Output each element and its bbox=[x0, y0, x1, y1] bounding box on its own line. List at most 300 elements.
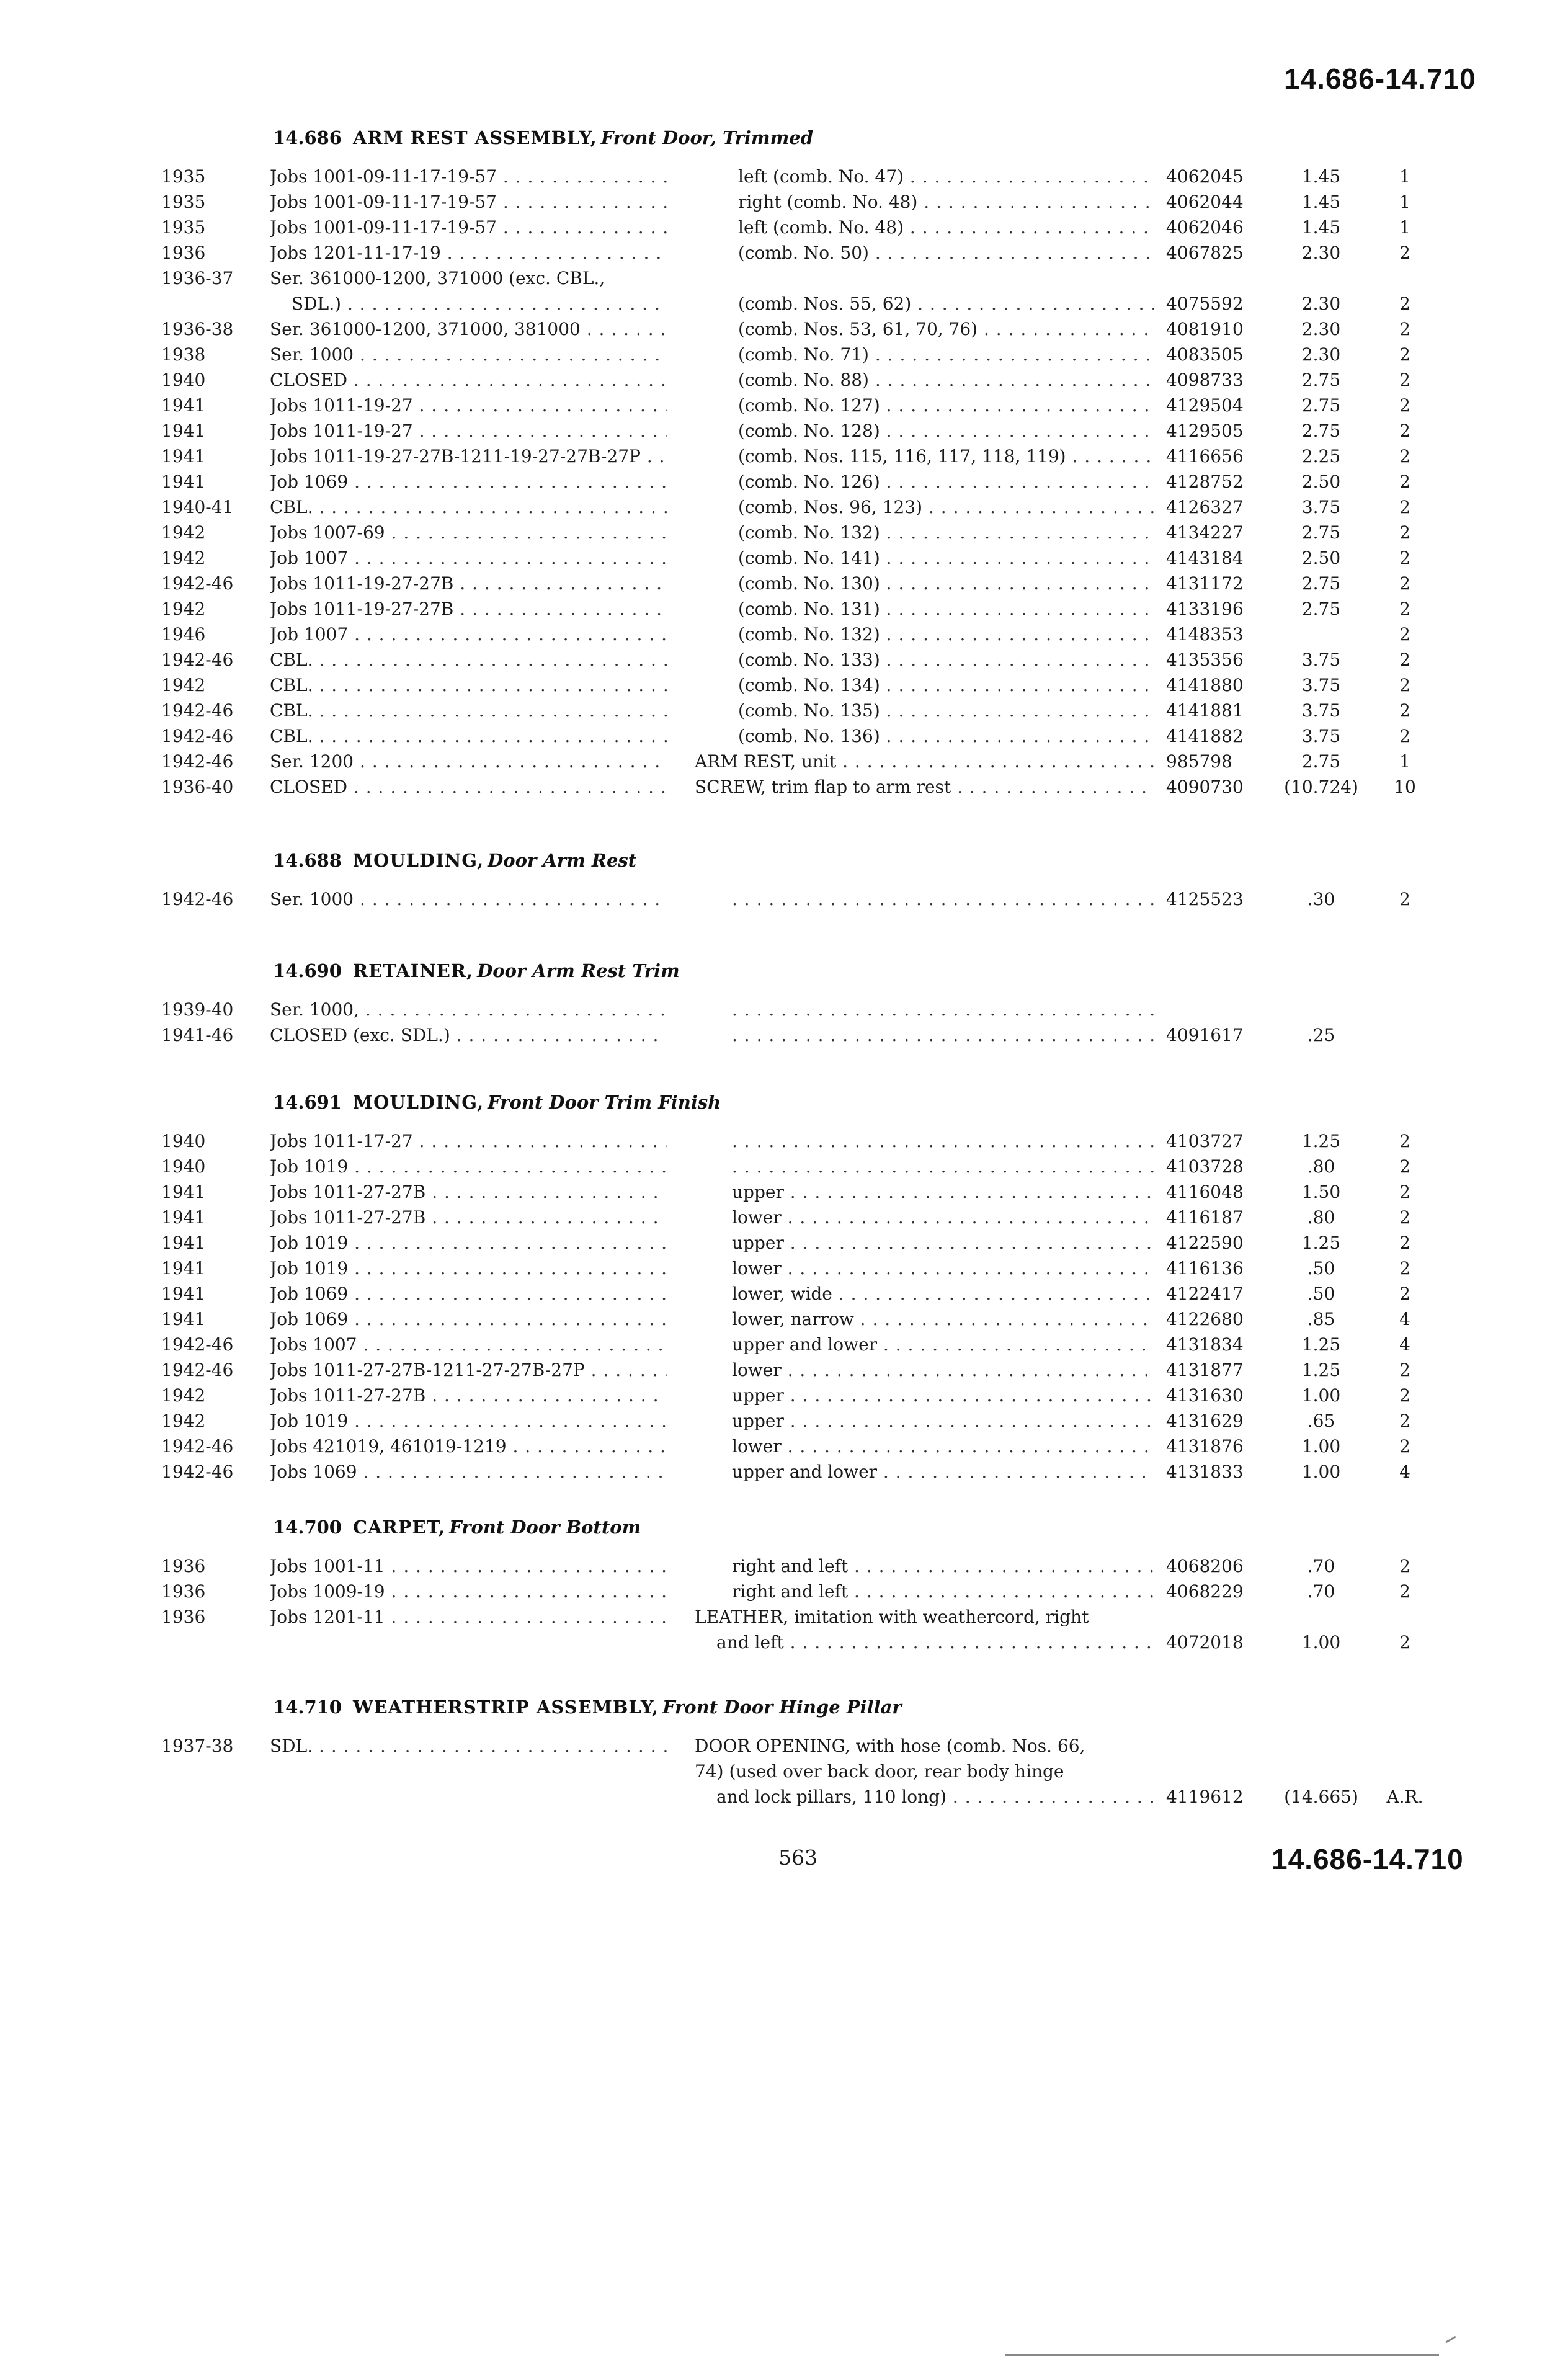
parts-row-desc: (comb. No. 130) . . . bbox=[738, 571, 1154, 596]
parts-row-part: 4083505 bbox=[1166, 344, 1244, 365]
parts-row-qty: 2 bbox=[1399, 624, 1410, 645]
parts-row-year: 1942 bbox=[161, 599, 206, 619]
parts-row-year: 1941 bbox=[161, 471, 206, 492]
parts-row-desc: upper . . . bbox=[732, 1409, 1154, 1434]
table-row bbox=[0, 1231, 1568, 1256]
parts-row-year: 1941 bbox=[161, 395, 206, 416]
parts-row-year: 1937-38 bbox=[161, 1736, 234, 1756]
parts-row-part: 4131629 bbox=[1166, 1411, 1244, 1431]
parts-row-price: .65 bbox=[1307, 1411, 1335, 1431]
parts-row-part: 4062044 bbox=[1166, 192, 1244, 212]
parts-row-qty: 2 bbox=[1399, 1207, 1410, 1228]
table-row bbox=[0, 597, 1568, 622]
parts-row-part: 4143184 bbox=[1166, 548, 1244, 568]
parts-row-price: 3.75 bbox=[1301, 726, 1341, 746]
table-row bbox=[0, 1307, 1568, 1332]
table-row bbox=[0, 292, 1568, 316]
parts-row-qty: 2 bbox=[1399, 497, 1410, 517]
parts-row-app: Job 1007 . . . bbox=[270, 546, 667, 571]
table-row bbox=[0, 1605, 1568, 1630]
parts-row-year: 1942-46 bbox=[161, 889, 234, 909]
parts-row-part: 4068206 bbox=[1166, 1556, 1244, 1576]
parts-row-qty: 2 bbox=[1399, 421, 1410, 441]
parts-row-year: 1942-46 bbox=[161, 1360, 234, 1380]
table-row bbox=[0, 470, 1568, 494]
parts-row-part: 4116187 bbox=[1166, 1207, 1244, 1228]
parts-row-app: Jobs 1001-09-11-17-19-57 . . . bbox=[270, 164, 667, 189]
parts-row-price: 2.75 bbox=[1301, 599, 1341, 619]
table-row bbox=[0, 698, 1568, 723]
parts-row-qty: 2 bbox=[1399, 1360, 1410, 1380]
parts-row-price: .50 bbox=[1307, 1283, 1335, 1304]
table-row bbox=[0, 622, 1568, 647]
parts-row-app: Job 1019 . . . bbox=[270, 1256, 667, 1281]
table-row bbox=[0, 241, 1568, 265]
section-title-qual: Front Door Bottom bbox=[449, 1517, 641, 1538]
table-row bbox=[0, 887, 1568, 912]
parts-row-qty: 1 bbox=[1399, 751, 1410, 772]
parts-row-price: (14.665) bbox=[1284, 1787, 1358, 1807]
table-row bbox=[0, 1434, 1568, 1459]
parts-row-year: 1940 bbox=[161, 1131, 206, 1151]
table-row bbox=[0, 775, 1568, 800]
parts-row-price: 2.75 bbox=[1301, 370, 1341, 390]
parts-row-part: 4141882 bbox=[1166, 726, 1244, 746]
parts-row-qty: 2 bbox=[1399, 1258, 1410, 1278]
section-title-qual: Door Arm Rest Trim bbox=[477, 960, 680, 981]
parts-row-qty: 2 bbox=[1399, 700, 1410, 721]
parts-row-year: 1942-46 bbox=[161, 726, 234, 746]
parts-row-desc: upper . . . bbox=[732, 1180, 1154, 1205]
section-title-num: 14.688 bbox=[273, 850, 342, 871]
parts-row-year: 1941 bbox=[161, 1207, 206, 1228]
parts-row-desc: upper . . . bbox=[732, 1383, 1154, 1408]
table-row bbox=[0, 164, 1568, 189]
parts-row-qty: 10 bbox=[1394, 777, 1416, 797]
parts-row-year: 1942-46 bbox=[161, 649, 234, 670]
parts-row-part: 4116136 bbox=[1166, 1258, 1244, 1278]
table-row bbox=[0, 1129, 1568, 1154]
parts-row-app: Jobs 1011-27-27B . . . bbox=[270, 1383, 667, 1408]
parts-row-year: 1936 bbox=[161, 1581, 206, 1602]
parts-row-qty: 1 bbox=[1399, 217, 1410, 238]
parts-row-price: 1.45 bbox=[1301, 192, 1341, 212]
parts-row-part: 4141880 bbox=[1166, 675, 1244, 695]
section-title bbox=[273, 1697, 902, 1718]
parts-row-app: Jobs 1069 . . . bbox=[270, 1460, 667, 1484]
parts-row-year: 1942-46 bbox=[161, 751, 234, 772]
parts-row-part: 4129505 bbox=[1166, 421, 1244, 441]
parts-row-qty: 2 bbox=[1399, 1581, 1410, 1602]
parts-row-part: 4126327 bbox=[1166, 497, 1244, 517]
parts-row-app: Ser. 361000-1200, 371000 (exc. CBL., bbox=[270, 268, 605, 288]
parts-row-price: 3.75 bbox=[1301, 649, 1341, 670]
table-row bbox=[0, 1734, 1568, 1759]
table-row bbox=[0, 1785, 1568, 1809]
parts-row-app: Job 1007 . . . bbox=[270, 622, 667, 647]
table-row bbox=[0, 266, 1568, 291]
scan-artifact-tick bbox=[1445, 2336, 1456, 2344]
parts-row-desc: upper . . . bbox=[732, 1231, 1154, 1256]
parts-row-qty: 2 bbox=[1399, 522, 1410, 543]
parts-row-desc: right and left . . . bbox=[732, 1554, 1154, 1579]
parts-row-price: 1.25 bbox=[1301, 1360, 1341, 1380]
parts-row-part: 4131834 bbox=[1166, 1334, 1244, 1355]
table-row bbox=[0, 342, 1568, 367]
parts-row-qty: 2 bbox=[1399, 599, 1410, 619]
parts-row-price: 2.30 bbox=[1301, 319, 1341, 339]
parts-row-year: 1940 bbox=[161, 370, 206, 390]
parts-row-desc: (comb. No. 133) . . . bbox=[738, 648, 1154, 672]
parts-row-price: 2.75 bbox=[1301, 573, 1341, 594]
parts-row-price: 2.30 bbox=[1301, 293, 1341, 314]
table-row bbox=[0, 997, 1568, 1022]
section-title-num: 14.691 bbox=[273, 1092, 342, 1113]
parts-row-year: 1936 bbox=[161, 1556, 206, 1576]
table-row bbox=[0, 749, 1568, 774]
table-row bbox=[0, 1579, 1568, 1604]
parts-row-price: 3.75 bbox=[1301, 497, 1341, 517]
parts-row-app: Jobs 1001-09-11-17-19-57 . . . bbox=[270, 190, 667, 215]
section-title-qual: Front Door Trim Finish bbox=[488, 1092, 721, 1113]
table-row bbox=[0, 1630, 1568, 1655]
parts-row-year: 1935 bbox=[161, 217, 206, 238]
parts-row-desc: (comb. No. 128) . . . bbox=[738, 419, 1154, 444]
parts-row-part: 4103727 bbox=[1166, 1131, 1244, 1151]
table-row bbox=[0, 215, 1568, 240]
parts-row-desc: lower . . . bbox=[732, 1205, 1154, 1230]
parts-row-part: 4067825 bbox=[1166, 243, 1244, 263]
parts-row-year: 1935 bbox=[161, 192, 206, 212]
parts-row-desc: (comb. No. 88) . . . bbox=[738, 368, 1154, 393]
parts-row-part: 4131172 bbox=[1166, 573, 1244, 594]
page-number: 563 bbox=[778, 1845, 817, 1870]
parts-row-app: Jobs 1011-19-27-27B . . . bbox=[270, 597, 667, 622]
parts-row-price: 1.00 bbox=[1301, 1385, 1341, 1406]
parts-row-desc: LEATHER, imitation with weathercord, right bbox=[695, 1607, 1089, 1627]
parts-row-desc: and left . . . bbox=[716, 1630, 1154, 1655]
parts-row-price: 3.75 bbox=[1301, 700, 1341, 721]
parts-row-desc: upper and lower . . . bbox=[732, 1460, 1154, 1484]
parts-row-qty: A.R. bbox=[1386, 1787, 1423, 1807]
parts-row-desc: 74) (used over back door, rear body hinge bbox=[695, 1761, 1064, 1782]
parts-row-part: 4131877 bbox=[1166, 1360, 1244, 1380]
section-title bbox=[273, 960, 680, 981]
section-title bbox=[273, 127, 813, 148]
parts-row-price: 2.50 bbox=[1301, 548, 1341, 568]
parts-row-app: Job 1069 . . . bbox=[270, 1307, 667, 1332]
parts-row-year: 1942-46 bbox=[161, 1334, 234, 1355]
section-title-qual: Door Arm Rest bbox=[488, 850, 637, 871]
parts-row-part: 4122680 bbox=[1166, 1309, 1244, 1329]
parts-row-year: 1942 bbox=[161, 1411, 206, 1431]
parts-row-app: Jobs 1007-69 . . . bbox=[270, 520, 667, 545]
parts-row-app: Jobs 421019, 461019-1219 . . . bbox=[270, 1434, 667, 1459]
parts-row-year: 1941 bbox=[161, 1233, 206, 1253]
parts-row-qty: 2 bbox=[1399, 726, 1410, 746]
parts-row-app: Jobs 1011-19-27-27B . . . bbox=[270, 571, 667, 596]
parts-row-part: 4062046 bbox=[1166, 217, 1244, 238]
parts-row-desc: lower, wide . . . bbox=[732, 1282, 1154, 1306]
parts-row-desc: SCREW, trim flap to arm rest . . . bbox=[695, 775, 1154, 800]
parts-row-app: CLOSED . . . bbox=[270, 368, 667, 393]
parts-row-qty: 2 bbox=[1399, 889, 1410, 909]
parts-row-desc: (comb. No. 131) . . . bbox=[738, 597, 1154, 622]
parts-row-app: Jobs 1001-09-11-17-19-57 . . . bbox=[270, 215, 667, 240]
table-row bbox=[0, 317, 1568, 342]
parts-row-desc: upper and lower . . . bbox=[732, 1332, 1154, 1357]
table-row bbox=[0, 1282, 1568, 1306]
section-title-num: 14.700 bbox=[273, 1517, 342, 1538]
parts-row-desc: right (comb. No. 48) . . . bbox=[738, 190, 1154, 215]
parts-row-price: 2.75 bbox=[1301, 395, 1341, 416]
parts-row-price: 1.00 bbox=[1301, 1632, 1341, 1653]
parts-row-qty: 2 bbox=[1399, 1283, 1410, 1304]
section-title-name: ARM REST ASSEMBLY, bbox=[353, 127, 597, 148]
parts-row-part: 4091617 bbox=[1166, 1025, 1244, 1045]
parts-row-qty: 2 bbox=[1399, 548, 1410, 568]
parts-row-qty: 2 bbox=[1399, 573, 1410, 594]
parts-row-part: 4119612 bbox=[1166, 1787, 1244, 1807]
parts-row-year: 1942-46 bbox=[161, 573, 234, 594]
parts-row-price: 1.45 bbox=[1301, 166, 1341, 187]
parts-row-app: Jobs 1011-27-27B . . . bbox=[270, 1205, 667, 1230]
parts-row-qty: 2 bbox=[1399, 370, 1410, 390]
parts-row-year: 1941 bbox=[161, 1182, 206, 1202]
section-title-name: CARPET, bbox=[353, 1517, 446, 1538]
table-row bbox=[0, 1332, 1568, 1357]
parts-row-qty: 2 bbox=[1399, 319, 1410, 339]
parts-row-app: SDL.) . . . bbox=[292, 292, 667, 316]
parts-row-price: 2.75 bbox=[1301, 751, 1341, 772]
parts-row-desc: and lock pillars, 110 long) . . . bbox=[716, 1785, 1154, 1809]
parts-row-price: 1.45 bbox=[1301, 217, 1341, 238]
parts-row-app: Ser. 1000 . . . bbox=[270, 342, 667, 367]
parts-row-price: (10.724) bbox=[1284, 777, 1358, 797]
parts-row-price: 1.25 bbox=[1301, 1131, 1341, 1151]
parts-row-part: 4134227 bbox=[1166, 522, 1244, 543]
parts-row-price: .70 bbox=[1307, 1581, 1335, 1602]
parts-row-part: 4128752 bbox=[1166, 471, 1244, 492]
parts-row-app: Ser. 1200 . . . bbox=[270, 749, 667, 774]
parts-row-part: 4075592 bbox=[1166, 293, 1244, 314]
parts-row-app: Jobs 1011-27-27B . . . bbox=[270, 1180, 667, 1205]
table-row bbox=[0, 1759, 1568, 1784]
table-row bbox=[0, 1154, 1568, 1179]
parts-row-part: 4072018 bbox=[1166, 1632, 1244, 1653]
parts-row-qty: 2 bbox=[1399, 1556, 1410, 1576]
parts-row-qty: 2 bbox=[1399, 649, 1410, 670]
parts-row-qty: 4 bbox=[1399, 1309, 1410, 1329]
parts-row-desc: (comb. No. 134) . . . bbox=[738, 673, 1154, 698]
parts-row-qty: 1 bbox=[1399, 192, 1410, 212]
parts-row-part: 985798 bbox=[1166, 751, 1232, 772]
parts-row-price: .50 bbox=[1307, 1258, 1335, 1278]
parts-row-price: 1.50 bbox=[1301, 1182, 1341, 1202]
parts-row-qty: 2 bbox=[1399, 344, 1410, 365]
parts-row-app: Job 1019 . . . bbox=[270, 1154, 667, 1179]
parts-row-qty: 2 bbox=[1399, 293, 1410, 314]
page-code-bottom: 14.686-14.710 bbox=[1272, 1843, 1464, 1875]
parts-row-desc: lower . . . bbox=[732, 1256, 1154, 1281]
parts-row-year: 1935 bbox=[161, 166, 206, 187]
parts-row-price: 1.00 bbox=[1301, 1436, 1341, 1457]
parts-row-price: .85 bbox=[1307, 1309, 1335, 1329]
parts-row-year: 1941 bbox=[161, 421, 206, 441]
parts-row-part: 4131876 bbox=[1166, 1436, 1244, 1457]
parts-row-part: 4062045 bbox=[1166, 166, 1244, 187]
parts-row-app: Ser. 1000 . . . bbox=[270, 887, 667, 912]
parts-row-desc: (comb. No. 136) . . . bbox=[738, 724, 1154, 749]
parts-row-year: 1941 bbox=[161, 1283, 206, 1304]
table-row bbox=[0, 1256, 1568, 1281]
parts-row-part: 4068229 bbox=[1166, 1581, 1244, 1602]
parts-row-qty: 2 bbox=[1399, 1436, 1410, 1457]
parts-row-app: Ser. 361000-1200, 371000, 381000 . . . bbox=[270, 317, 667, 342]
parts-row-app: CBL. . . . bbox=[270, 698, 667, 723]
parts-row-price: 2.75 bbox=[1301, 421, 1341, 441]
parts-row-year: 1936-40 bbox=[161, 777, 234, 797]
table-row bbox=[0, 1205, 1568, 1230]
section-title-name: MOULDING, bbox=[353, 1092, 484, 1113]
parts-row-qty: 2 bbox=[1399, 471, 1410, 492]
parts-row-part: 4148353 bbox=[1166, 624, 1244, 645]
parts-row-price: .70 bbox=[1307, 1556, 1335, 1576]
parts-row-app: CLOSED . . . bbox=[270, 775, 667, 800]
parts-row-app: Jobs 1011-17-27 . . . bbox=[270, 1129, 667, 1154]
parts-row-price: .30 bbox=[1307, 889, 1335, 909]
parts-row-desc: (comb. Nos. 96, 123) . . . bbox=[738, 495, 1154, 520]
parts-row-year: 1936-37 bbox=[161, 268, 234, 288]
parts-row-desc: ARM REST, unit . . . bbox=[695, 749, 1154, 774]
parts-row-qty: 2 bbox=[1399, 675, 1410, 695]
parts-row-desc: left (comb. No. 48) . . . bbox=[738, 215, 1154, 240]
parts-row-qty: 2 bbox=[1399, 1411, 1410, 1431]
parts-row-qty: 4 bbox=[1399, 1461, 1410, 1482]
parts-row-qty: 2 bbox=[1399, 243, 1410, 263]
parts-row-year: 1942 bbox=[161, 548, 206, 568]
parts-row-part: 4135356 bbox=[1166, 649, 1244, 670]
parts-row-year: 1942-46 bbox=[161, 1436, 234, 1457]
parts-row-qty: 2 bbox=[1399, 1182, 1410, 1202]
table-row bbox=[0, 724, 1568, 749]
parts-row-desc: (comb. No. 141) . . . bbox=[738, 546, 1154, 571]
parts-row-price: .25 bbox=[1307, 1025, 1335, 1045]
parts-row-part: 4129504 bbox=[1166, 395, 1244, 416]
parts-row-desc: (comb. No. 135) . . . bbox=[738, 698, 1154, 723]
section-title-num: 14.686 bbox=[273, 127, 342, 148]
parts-row-app: SDL. . . . bbox=[270, 1734, 667, 1759]
parts-row-year: 1946 bbox=[161, 624, 206, 645]
parts-row-qty: 1 bbox=[1399, 166, 1410, 187]
parts-row-part: 4116048 bbox=[1166, 1182, 1244, 1202]
table-row bbox=[0, 673, 1568, 698]
parts-row-desc: (comb. Nos. 55, 62) . . . bbox=[738, 292, 1154, 316]
parts-row-desc: lower . . . bbox=[732, 1434, 1154, 1459]
parts-row-app: Jobs 1011-19-27 . . . bbox=[270, 393, 667, 418]
parts-row-part: 4116656 bbox=[1166, 446, 1244, 466]
parts-row-part: 4131833 bbox=[1166, 1461, 1244, 1482]
parts-row-qty: 2 bbox=[1399, 395, 1410, 416]
parts-row-app: CBL. . . . bbox=[270, 495, 667, 520]
parts-row-year: 1942-46 bbox=[161, 1461, 234, 1482]
parts-row-app: CBL. . . . bbox=[270, 673, 667, 698]
parts-row-year: 1942 bbox=[161, 522, 206, 543]
parts-row-part: 4098733 bbox=[1166, 370, 1244, 390]
parts-row-price: 2.75 bbox=[1301, 522, 1341, 543]
section-title-qual: Front Door, Trimmed bbox=[600, 127, 814, 148]
table-row bbox=[0, 520, 1568, 545]
table-row bbox=[0, 571, 1568, 596]
parts-row-desc: (comb. No. 50) . . . bbox=[738, 241, 1154, 265]
parts-row-price: .80 bbox=[1307, 1156, 1335, 1177]
parts-row-desc: (comb. No. 71) . . . bbox=[738, 342, 1154, 367]
parts-row-desc: lower, narrow . . . bbox=[732, 1307, 1154, 1332]
parts-row-app: Jobs 1201-11-17-19 . . . bbox=[270, 241, 667, 265]
section-title-qual: Front Door Hinge Pillar bbox=[662, 1697, 902, 1718]
parts-row-price: 1.25 bbox=[1301, 1334, 1341, 1355]
section-title bbox=[273, 1092, 721, 1113]
parts-row-app: Jobs 1201-11 . . . bbox=[270, 1605, 667, 1630]
parts-row-year: 1941 bbox=[161, 1309, 206, 1329]
table-row bbox=[0, 1358, 1568, 1383]
parts-row-qty: 2 bbox=[1399, 1156, 1410, 1177]
section-title-num: 14.690 bbox=[273, 960, 342, 981]
table-row bbox=[0, 190, 1568, 215]
parts-row-year: 1936-38 bbox=[161, 319, 234, 339]
parts-row-app: CLOSED (exc. SDL.) . . . bbox=[270, 1023, 667, 1048]
parts-row-app: Jobs 1001-11 . . . bbox=[270, 1554, 667, 1579]
parts-row-qty: 2 bbox=[1399, 446, 1410, 466]
parts-row-app: CBL. . . . bbox=[270, 724, 667, 749]
parts-row-year: 1941 bbox=[161, 446, 206, 466]
parts-row-desc: (comb. Nos. 115, 116, 117, 118, 119) . . . bbox=[738, 444, 1154, 469]
parts-row-part: 4131630 bbox=[1166, 1385, 1244, 1406]
parts-row-app: CBL. . . . bbox=[270, 648, 667, 672]
parts-row-year: 1942-46 bbox=[161, 700, 234, 721]
parts-row-desc: (comb. Nos. 53, 61, 70, 76) . . . bbox=[738, 317, 1154, 342]
table-row bbox=[0, 444, 1568, 469]
parts-row-year: 1941-46 bbox=[161, 1025, 234, 1045]
parts-row-price: 2.30 bbox=[1301, 243, 1341, 263]
parts-row-price: 2.25 bbox=[1301, 446, 1341, 466]
parts-row-app: Jobs 1011-19-27 . . . bbox=[270, 419, 667, 444]
table-row bbox=[0, 648, 1568, 672]
parts-row-year: 1941 bbox=[161, 1258, 206, 1278]
parts-row-year: 1942 bbox=[161, 675, 206, 695]
parts-row-part: 4125523 bbox=[1166, 889, 1244, 909]
table-row bbox=[0, 1554, 1568, 1579]
table-row bbox=[0, 1180, 1568, 1205]
parts-row-price: 1.25 bbox=[1301, 1233, 1341, 1253]
parts-row-part: 4081910 bbox=[1166, 319, 1244, 339]
parts-row-qty: 2 bbox=[1399, 1385, 1410, 1406]
parts-row-desc: (comb. No. 126) . . . bbox=[738, 470, 1154, 494]
section-title-name: MOULDING, bbox=[353, 850, 484, 871]
section-title-name: RETAINER, bbox=[353, 960, 474, 981]
section-title-name: WEATHERSTRIP ASSEMBLY, bbox=[353, 1697, 659, 1718]
parts-row-qty: 4 bbox=[1399, 1334, 1410, 1355]
parts-row-desc: (comb. No. 127) . . . bbox=[738, 393, 1154, 418]
parts-row-desc: (comb. No. 132) . . . bbox=[738, 622, 1154, 647]
parts-row-price: 1.00 bbox=[1301, 1461, 1341, 1482]
parts-row-app: Job 1069 . . . bbox=[270, 470, 667, 494]
parts-row-year: 1939-40 bbox=[161, 999, 234, 1020]
table-row bbox=[0, 419, 1568, 444]
table-row bbox=[0, 1409, 1568, 1434]
parts-row-price: 2.30 bbox=[1301, 344, 1341, 365]
table-row bbox=[0, 393, 1568, 418]
